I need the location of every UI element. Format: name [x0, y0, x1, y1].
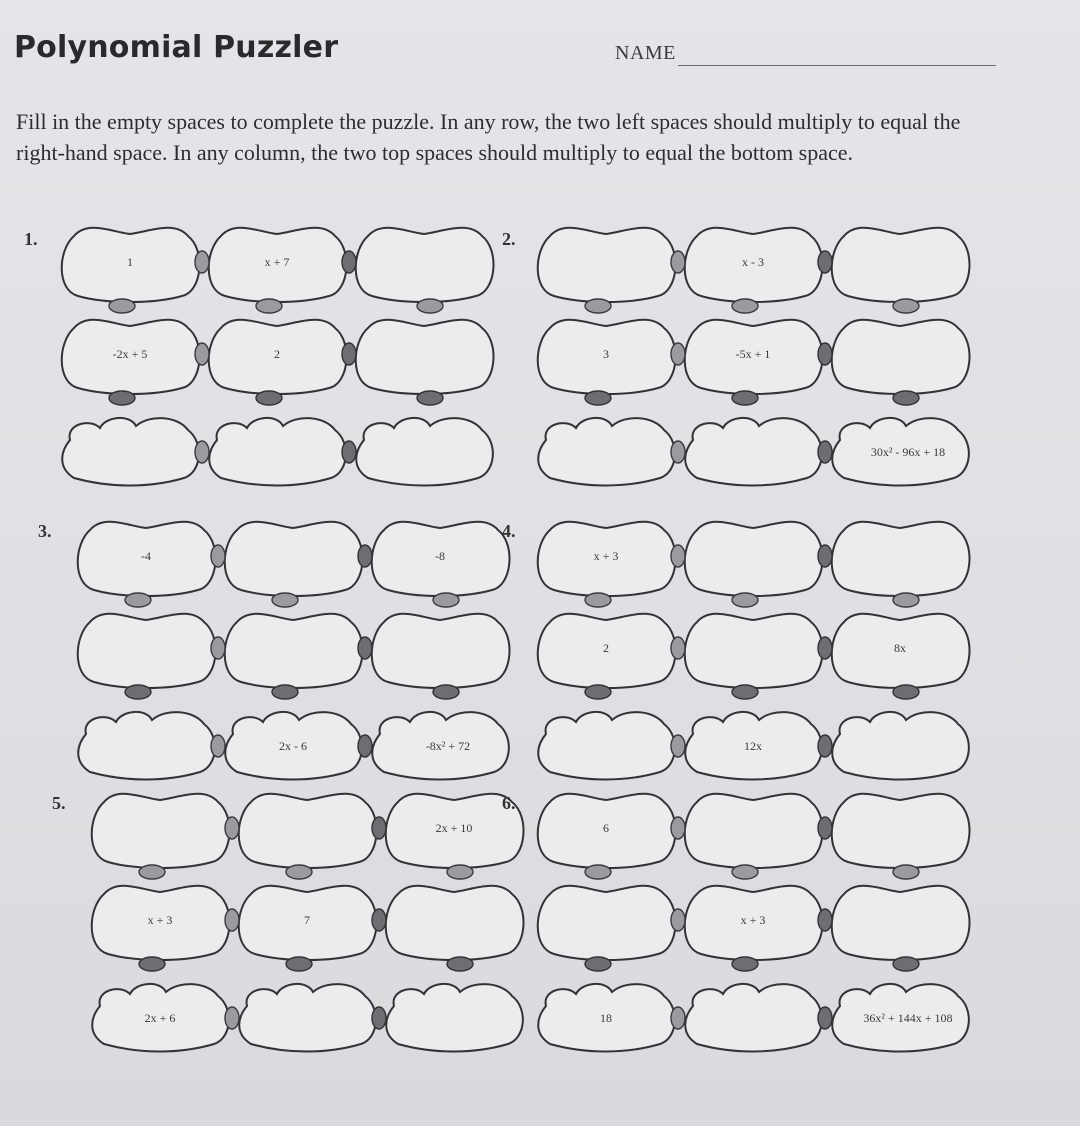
connector-knob — [358, 545, 372, 567]
puzzle-2-cell-r2c1[interactable] — [538, 320, 676, 394]
connector-knob — [818, 343, 832, 365]
connector-knob — [585, 593, 611, 607]
cell-value: 2x + 6 — [144, 1011, 176, 1025]
problem-number: 1. — [24, 229, 38, 249]
connector-knob — [671, 343, 685, 365]
connector-knob — [211, 637, 225, 659]
page-title: Polynomial Puzzler — [14, 30, 339, 65]
connector-knob — [893, 593, 919, 607]
cell-value: 7 — [304, 913, 310, 927]
puzzle-5-cell-r2c3[interactable] — [386, 886, 524, 960]
connector-knob — [893, 391, 919, 405]
puzzle-1-cell-r1c3[interactable] — [356, 228, 494, 302]
puzzle-3-cell-r1c2[interactable] — [225, 522, 363, 596]
connector-knob — [585, 865, 611, 879]
cell-value: 1 — [127, 255, 133, 269]
connector-knob — [139, 957, 165, 971]
puzzle-3 — [76, 516, 516, 796]
cell-value: 18 — [600, 1011, 612, 1025]
connector-knob — [893, 957, 919, 971]
connector-knob — [195, 251, 209, 273]
cell-value: 8x — [894, 641, 906, 655]
cell-value: 2x - 6 — [279, 739, 307, 753]
connector-knob — [818, 1007, 832, 1029]
puzzle-5-cell-r1c1[interactable] — [92, 794, 230, 868]
connector-knob — [286, 865, 312, 879]
puzzle-3-cell-r1c3[interactable] — [372, 522, 510, 596]
connector-knob — [211, 545, 225, 567]
puzzle-6-cell-r2c3[interactable] — [832, 886, 970, 960]
connector-knob — [342, 441, 356, 463]
connector-knob — [818, 817, 832, 839]
puzzle-6-cell-r3c3[interactable] — [832, 984, 969, 1052]
connector-knob — [447, 957, 473, 971]
puzzle-1-cell-r1c2[interactable] — [209, 228, 347, 302]
puzzle-4 — [536, 516, 976, 796]
cell-value: x + 3 — [740, 913, 766, 927]
puzzle-2-cell-r1c1[interactable] — [538, 228, 676, 302]
puzzle-3-cell-r3c3[interactable] — [372, 712, 509, 780]
cell-value: -8 — [435, 549, 445, 563]
problem-number: 5. — [52, 793, 66, 813]
connector-knob — [417, 391, 443, 405]
connector-knob — [671, 1007, 685, 1029]
puzzle-2-cell-r3c3[interactable] — [832, 418, 969, 486]
connector-knob — [818, 637, 832, 659]
puzzle-5-cell-r3c1[interactable] — [92, 984, 229, 1052]
puzzle-2-cell-r1c3[interactable] — [832, 228, 970, 302]
cell-value: x - 3 — [742, 255, 764, 269]
puzzle-4-cell-r2c2[interactable] — [685, 614, 823, 688]
puzzle-1-cell-r3c1[interactable] — [62, 418, 199, 486]
connector-knob — [417, 299, 443, 313]
problem-number: 6. — [502, 793, 516, 813]
instructions: Fill in the empty spaces to complete the puzzle. In any row, the two left spaces should multiply to equal the right-hand space. In any column, the two top spaces should multiply to equal the bottom space. — [16, 109, 961, 165]
connector-knob — [818, 441, 832, 463]
connector-knob — [893, 865, 919, 879]
puzzle-4-cell-r3c1[interactable] — [538, 712, 675, 780]
puzzle-4-cell-r3c3[interactable] — [832, 712, 969, 780]
cell-value: -2x + 5 — [112, 347, 148, 361]
connector-knob — [732, 593, 758, 607]
connector-knob — [433, 593, 459, 607]
puzzle-2 — [536, 222, 976, 502]
connector-knob — [125, 593, 151, 607]
connector-knob — [893, 685, 919, 699]
puzzle-3-cell-r2c1[interactable] — [78, 614, 216, 688]
connector-knob — [225, 817, 239, 839]
connector-knob — [272, 593, 298, 607]
puzzle-6-cell-r3c1[interactable] — [538, 984, 675, 1052]
cell-value: 2x + 10 — [435, 821, 473, 835]
cell-value: x + 3 — [593, 549, 619, 563]
connector-knob — [671, 251, 685, 273]
puzzle-4-cell-r3c2[interactable] — [685, 712, 822, 780]
connector-knob — [732, 299, 758, 313]
name-label: NAME — [615, 42, 676, 64]
connector-knob — [671, 735, 685, 757]
puzzle-6-cell-r2c1[interactable] — [538, 886, 676, 960]
connector-knob — [342, 343, 356, 365]
puzzle-2-cell-r2c2[interactable] — [685, 320, 823, 394]
puzzle-6-cell-r1c1[interactable] — [538, 794, 676, 868]
connector-knob — [125, 685, 151, 699]
puzzle-6 — [536, 788, 976, 1068]
puzzle-3-cell-r1c1[interactable] — [78, 522, 216, 596]
puzzle-1-cell-r2c3[interactable] — [356, 320, 494, 394]
cell-value: 12x — [744, 739, 762, 753]
connector-knob — [732, 957, 758, 971]
puzzle-6-cell-r1c2[interactable] — [685, 794, 823, 868]
puzzle-5 — [90, 788, 530, 1068]
connector-knob — [256, 391, 282, 405]
cell-value: 2 — [603, 641, 609, 655]
connector-knob — [447, 865, 473, 879]
puzzle-6-cell-r3c2[interactable] — [685, 984, 822, 1052]
cell-value: 6 — [603, 821, 609, 835]
connector-knob — [433, 685, 459, 699]
puzzle-2-cell-r3c2[interactable] — [685, 418, 822, 486]
connector-knob — [109, 299, 135, 313]
puzzle-3-cell-r3c2[interactable] — [225, 712, 362, 780]
puzzle-4-cell-r1c1[interactable] — [538, 522, 676, 596]
puzzle-4-cell-r1c2[interactable] — [685, 522, 823, 596]
cell-value: 2 — [274, 347, 280, 361]
cell-value: x + 3 — [147, 913, 173, 927]
connector-knob — [585, 685, 611, 699]
connector-knob — [585, 391, 611, 405]
connector-knob — [585, 299, 611, 313]
connector-knob — [585, 957, 611, 971]
connector-knob — [732, 865, 758, 879]
connector-knob — [671, 909, 685, 931]
connector-knob — [671, 637, 685, 659]
name-field[interactable] — [678, 65, 996, 66]
puzzle-5-cell-r2c1[interactable] — [92, 886, 230, 960]
connector-knob — [818, 251, 832, 273]
connector-knob — [195, 343, 209, 365]
connector-knob — [893, 299, 919, 313]
puzzle-4-cell-r2c3[interactable] — [832, 614, 970, 688]
connector-knob — [818, 909, 832, 931]
puzzle-3-cell-r3c1[interactable] — [78, 712, 215, 780]
puzzle-1 — [60, 222, 500, 502]
connector-knob — [671, 545, 685, 567]
connector-knob — [732, 685, 758, 699]
puzzle-5-cell-r3c2[interactable] — [239, 984, 376, 1052]
puzzle-2-cell-r3c1[interactable] — [538, 418, 675, 486]
connector-knob — [139, 865, 165, 879]
puzzle-5-cell-r3c3[interactable] — [386, 984, 523, 1052]
connector-knob — [195, 441, 209, 463]
puzzle-4-cell-r1c3[interactable] — [832, 522, 970, 596]
problem-number: 2. — [502, 229, 516, 249]
puzzle-1-cell-r1c1[interactable] — [62, 228, 200, 302]
cell-value: x + 7 — [264, 255, 290, 269]
connector-knob — [225, 909, 239, 931]
puzzle-1-cell-r2c1[interactable] — [62, 320, 200, 394]
connector-knob — [671, 817, 685, 839]
connector-knob — [372, 817, 386, 839]
connector-knob — [818, 735, 832, 757]
connector-knob — [372, 1007, 386, 1029]
connector-knob — [372, 909, 386, 931]
puzzle-5-cell-r1c2[interactable] — [239, 794, 377, 868]
connector-knob — [671, 441, 685, 463]
puzzle-6-cell-r2c2[interactable] — [685, 886, 823, 960]
cell-value: -4 — [141, 549, 151, 563]
puzzle-1-cell-r3c3[interactable] — [356, 418, 493, 486]
connector-knob — [286, 957, 312, 971]
connector-knob — [272, 685, 298, 699]
cell-value: 36x² + 144x + 108 — [863, 1011, 953, 1025]
puzzle-5-cell-r2c2[interactable] — [239, 886, 377, 960]
cell-value: -5x + 1 — [735, 347, 771, 361]
puzzle-1-cell-r3c2[interactable] — [209, 418, 346, 486]
connector-knob — [225, 1007, 239, 1029]
cell-value: 30x² - 96x + 18 — [870, 445, 946, 459]
connector-knob — [109, 391, 135, 405]
connector-knob — [818, 545, 832, 567]
puzzle-2-cell-r1c2[interactable] — [685, 228, 823, 302]
connector-knob — [211, 735, 225, 757]
cell-value: 3 — [603, 347, 609, 361]
cell-value: -8x² + 72 — [425, 739, 471, 753]
connector-knob — [732, 391, 758, 405]
puzzle-6-cell-r1c3[interactable] — [832, 794, 970, 868]
puzzle-4-cell-r2c1[interactable] — [538, 614, 676, 688]
problem-number: 3. — [38, 521, 52, 541]
puzzle-3-cell-r2c2[interactable] — [225, 614, 363, 688]
connector-knob — [358, 735, 372, 757]
connector-knob — [256, 299, 282, 313]
puzzle-3-cell-r2c3[interactable] — [372, 614, 510, 688]
connector-knob — [342, 251, 356, 273]
problem-number: 4. — [502, 521, 516, 541]
puzzle-1-cell-r2c2[interactable] — [209, 320, 347, 394]
puzzle-2-cell-r2c3[interactable] — [832, 320, 970, 394]
connector-knob — [358, 637, 372, 659]
